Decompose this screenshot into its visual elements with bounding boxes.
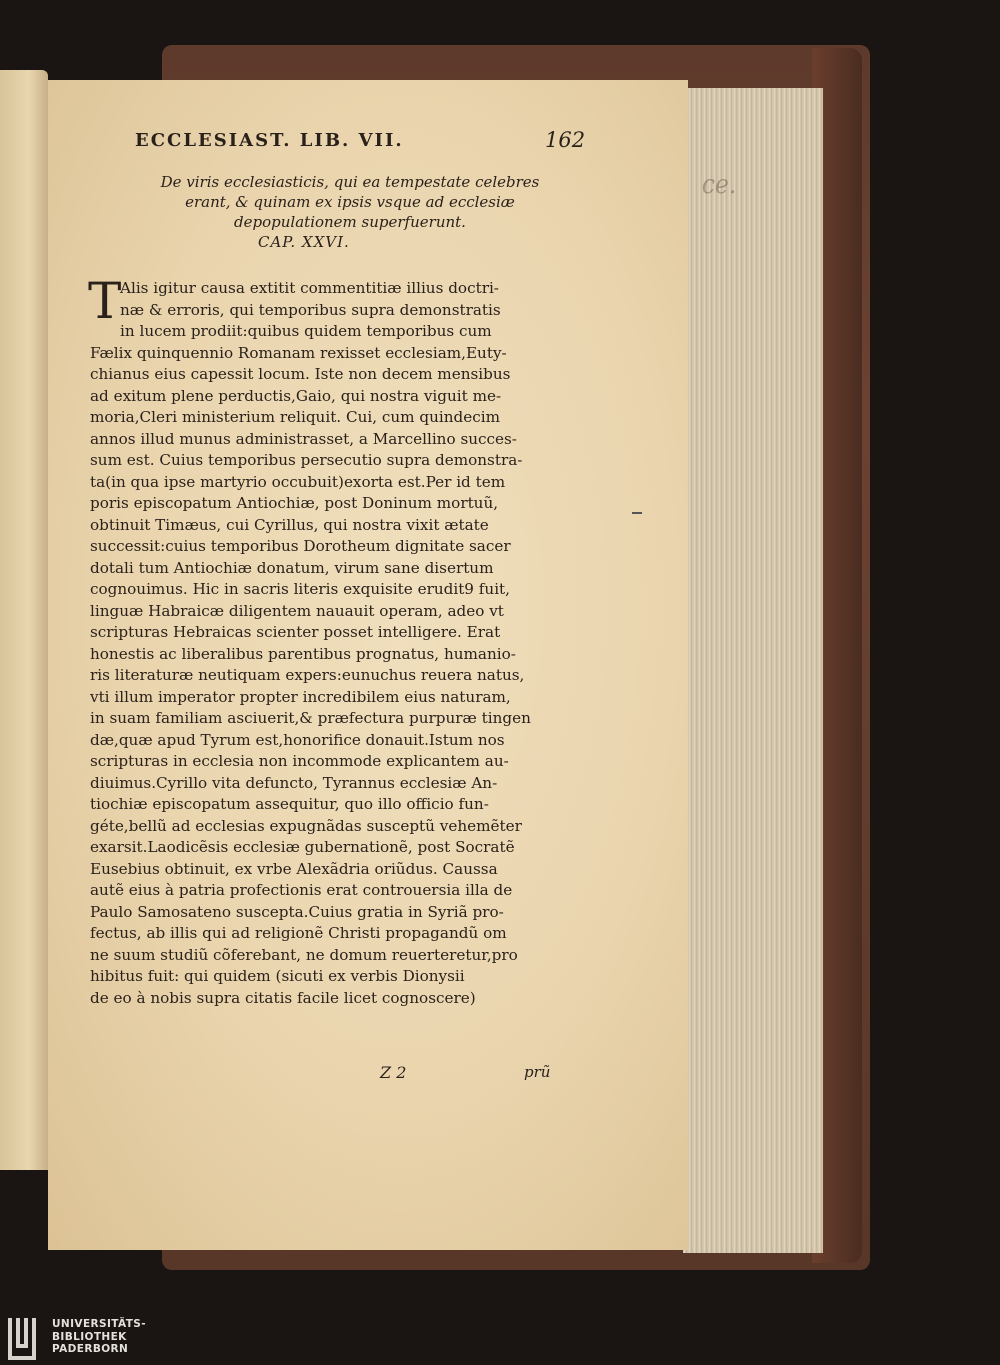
signature-mark: Z 2 [380,1063,407,1082]
text-line: in lucem prodiit:quibus quidem temporibus cum [120,322,492,340]
text-line: ad exitum plene perductis,Gaio, qui nostra viguit me- [90,386,502,405]
text-line: annos illud munus administrasset, a Marcellino succes- [90,429,517,448]
text-line: poris episcopatum Antiochiæ, post Doninum mortuũ, [90,494,499,512]
text-line: moria,Cleri ministerium reliquit. Cui, cum quindecim [90,408,500,426]
text-line: næ & erroris, qui temporibus supra demonstratis [120,300,501,319]
text-line: in suam familiam asciuerit,& præfectura purpuræ tingen [90,709,531,727]
text-line: géte,bellũ ad ecclesias expugnãdas susceptũ vehemẽter [90,816,522,835]
text-line: Eusebius obtinuit, ex vrbe Alexãdria oriũdus. Caussa [90,859,498,878]
text-line: tiochiæ episcopatum assequitur, quo illo officio fun- [90,795,489,813]
text-line: scripturas in ecclesia non incommode explicantem au- [90,752,509,770]
chapter-title-line: erant, & quinam ex ipsis vsque ad ecclesiæ [185,193,515,211]
text-line: Fælix quinquennio Romanam rexisset ecclesiam,Euty- [90,343,507,362]
text-line: hibitus fuit: qui quidem (sicuti ex verbis Dionysii [90,967,465,985]
text-line: ne suum studiũ cõferebant, ne domum reuerteretur,pro [90,945,518,964]
running-head: ECCLESIAST. LIB. VII. [135,130,404,151]
text-line: honestis ac liberalibus parentibus prognatus, humanio- [90,644,516,663]
library-logo-icon [8,1318,44,1360]
text-line: dæ,quæ apud Tyrum est,honorifice donauit.Istum nos [90,730,505,749]
text-line: diuimus.Cyrillo vita defuncto, Tyrannus ecclesiæ An- [90,773,498,792]
text-line: scripturas Hebraicas scienter posset intelligere. Erat [90,623,501,641]
text-line: Alis igitur causa extitit commentitiæ illius doctri- [120,279,499,297]
text-line: vti illum imperator propter incredibilem eius naturam, [90,687,511,706]
drop-cap: T [88,272,122,330]
page-number: 162 [545,128,586,152]
library-logo-text: UNIVERSITÄTS- BIBLIOTHEK PADERBORN [52,1318,147,1355]
chapter-title-line: De viris ecclesiasticis, qui ea tempestate celebres [160,173,540,191]
text-line: dotali tum Antiochiæ donatum, virum sane disertum [90,558,494,577]
text-line: successit:cuius temporibus Dorotheum dignitate sacer [90,537,511,555]
chapter-number: CAP. XXVI. [258,233,350,251]
text-line: fectus, ab illis qui ad religionẽ Christi propagandũ om [90,924,507,942]
text-line: obtinuit Timæus, cui Cyrillus, qui nostra vixit ætate [90,515,489,534]
text-line: chianus eius capessit locum. Iste non decem mensibus [90,365,511,383]
text-line: exarsit.Laodicẽsis ecclesiæ gubernationẽ, post Socratẽ [90,838,515,856]
facing-page [0,70,48,1170]
page-edges [683,88,823,1253]
text-line: de eo à nobis supra citatis facile licet cognoscere) [90,988,476,1007]
text-line: ta(in qua ipse martyrio occubuit)exorta est.Per id tem [90,472,506,491]
text-line: Paulo Samosateno suscepta.Cuius gratia in Syriã pro- [90,902,504,921]
margin-mark [632,512,642,514]
chapter-title [120,172,580,232]
text-line: autẽ eius à patria profectionis erat controuersia illa de [90,881,513,899]
text-line: cognouimus. Hic in sacris literis exquisite erudit9 fuit, [90,580,510,598]
text-line: sum est. Cuius temporibus persecutio supra demonstra- [90,451,523,469]
body-text [88,272,590,1009]
text-line: ris literaturæ neutiquam expers:eunuchus reuera natus, [90,666,525,684]
catchword: prũ [524,1063,551,1081]
library-logo [8,1318,146,1360]
chapter-title-line: depopulationem superfuerunt. [234,213,466,231]
bleed-through-text: ce. [701,170,737,200]
text-line: linguæ Habraicæ diligentem nauauit operam, adeo vt [90,601,504,620]
